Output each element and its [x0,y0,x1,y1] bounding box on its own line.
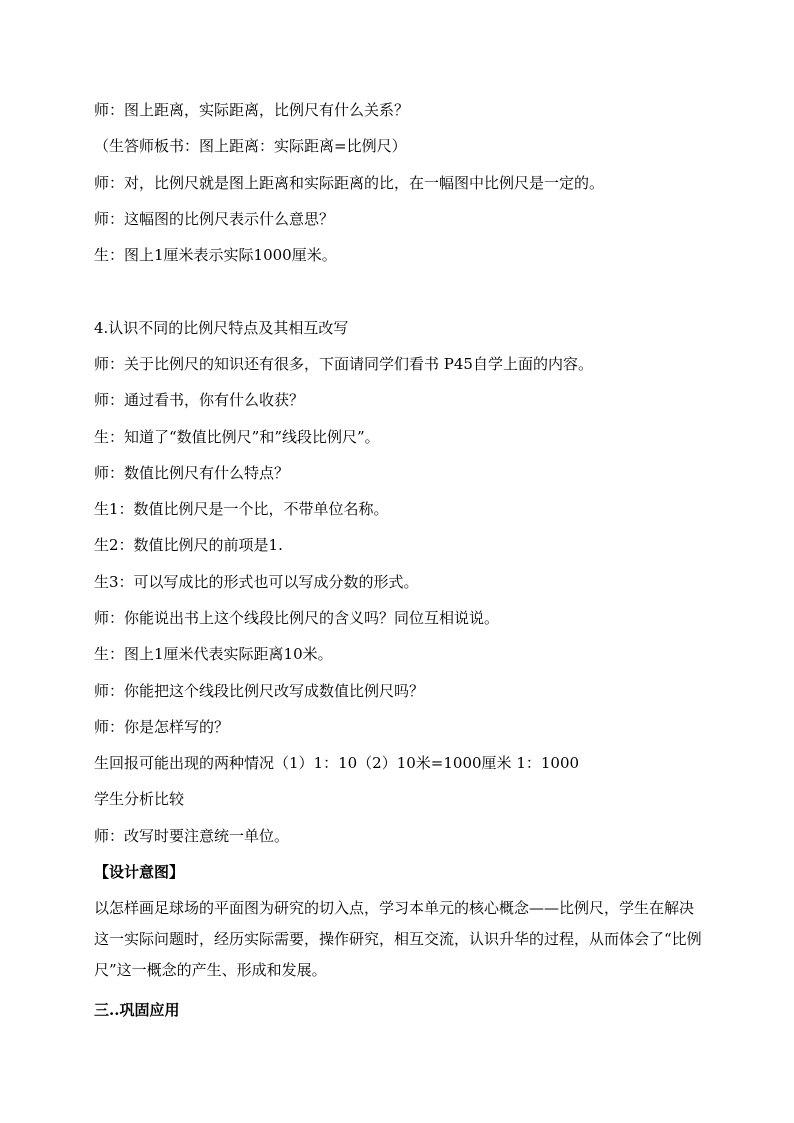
dialogue-line: 师：你能说出书上这个线段比例尺的含义吗？同位互相说说。 [94,609,500,627]
dialogue-line: 生：图上1厘米表示实际1000厘米。 [94,246,337,264]
dialogue-line: 师：对，比例尺就是图上距离和实际距离的比，在一幅图中比例尺是一定的。 [94,174,605,192]
dialogue-line: 生1：数值比例尺是一个比，不带单位名称。 [94,500,389,518]
dialogue-line: 生3：可以写成比的形式也可以写成分数的形式。 [94,573,419,591]
dialogue-line: 师：图上距离，实际距离，比例尺有什么关系？ [94,101,410,119]
dialogue-line: 生2：数值比例尺的前项是1. [94,536,283,554]
dialogue-line: 师：关于比例尺的知识还有很多，下面请同学们看书 P45自学上面的内容。 [94,355,593,373]
dialogue-line: 师：你能把这个线段比例尺改写成数值比例尺吗？ [94,682,425,700]
dialogue-line: 师：改写时要注意统一单位。 [94,827,290,845]
dialogue-line: 师：你是怎样写的？ [94,718,230,736]
design-intent-heading: 【设计意图】 [94,863,185,881]
section-heading: 三..巩固应用 [94,1001,180,1019]
dialogue-line: 学生分析比较 [94,790,185,808]
dialogue-line: 生：图上1厘米代表实际距离10米。 [94,645,333,663]
dialogue-line: 师：数值比例尺有什么特点？ [94,464,290,482]
dialogue-line: 师：通过看书，你有什么收获？ [94,391,305,409]
dialogue-line: 生：知道了“数值比例尺”和”线段比例尺”。 [94,428,380,446]
design-intent-paragraph: 以怎样画足球场的平面图为研究的切入点，学习本单元的核心概念——比例尺，学生在解决这一实际问题时，经历实际需要，操作研究，相互交流，认识升华的过程，从而体会了“比例尺”这一概念的产生、形成和发展。 [94,899,702,979]
dialogue-line: 生回报可能出现的两种情况（1）1：10（2）10米=1000厘米 1：1000 [94,754,580,772]
dialogue-line: （生答师板书：图上距离：实际距离=比例尺） [94,137,407,155]
dialogue-line: 师：这幅图的比例尺表示什么意思？ [94,210,335,228]
subsection-heading: 4.认识不同的比例尺特点及其相互改写 [94,319,349,337]
